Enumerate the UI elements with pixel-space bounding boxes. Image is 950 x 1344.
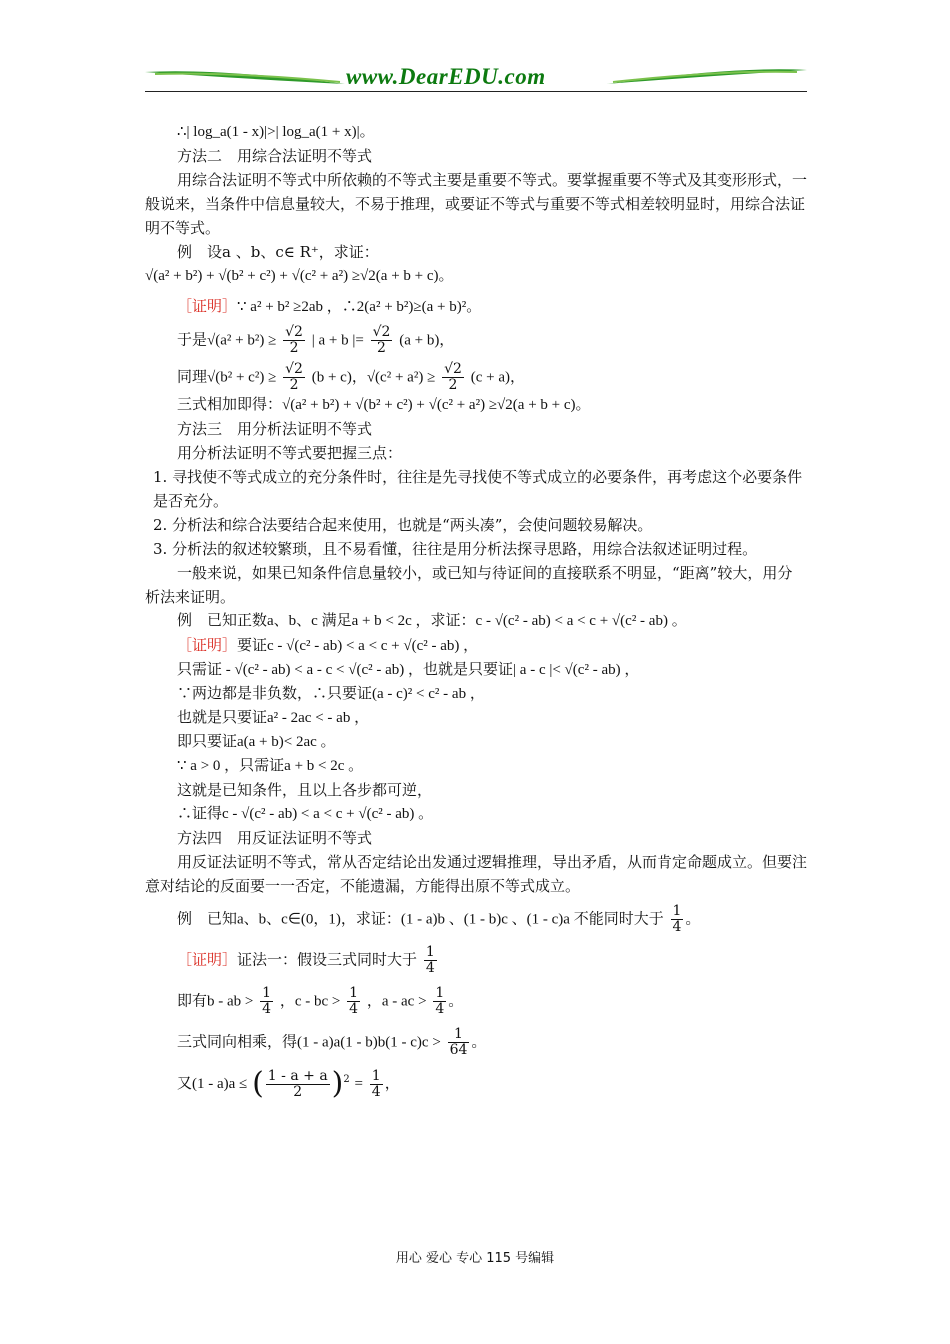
example3: 例 已知正数a、b、c 满足a + b < 2c ，求证：c - √(c² - ab) < a < c + √(c² - ab) 。 xyxy=(177,613,687,629)
proof4-line3: 三式同向相乘，得(1 - a)a(1 - b)b(1 - c)c > $\frac{1}{64}$ 。 xyxy=(177,1026,487,1058)
method2-paragraph: 用综合法证明不等式中所依赖的不等式主要是重要不等式。要掌握重要不等式及其变形形式，一般说来，当条件中信息量较大，不易于推理，或要证不等式与重要不等式相差较明显时，用综合法证明不等式。 xyxy=(145,171,808,237)
proof4-line2: 即有b - ab > $\frac{1}{4}$ ，c - bc > $\frac{1}{4}$ ，a - ac > $\frac{1}{4}$ 。 xyxy=(177,985,464,1017)
fraction-one-quarter: $\frac{1}{4}$ xyxy=(425,944,435,976)
fraction-one-quarter: $\frac{1}{4}$ xyxy=(672,903,682,935)
proof3-line6: ∵ a > 0 ，只需证a + b < 2c 。 xyxy=(177,758,364,774)
method3-title: 方法三 用分析法证明不等式 xyxy=(177,420,373,438)
method3-intro: 用分析法证明不等式要把握三点： xyxy=(177,444,403,462)
page-footer: 用心 爱心 专心 115 号编辑 xyxy=(395,1251,555,1266)
proof3-line3: ∵两边都是非负数，∴只要证(a - c)² < c² - ab ， xyxy=(177,686,485,702)
proof3-line2: 只需证 - √(c² - ab) < a - c < √(c² - ab) ，也就是只要证| a - c |< √(c² - ab) ， xyxy=(177,662,640,678)
fraction-sqrt2-over-2: $\frac{√2}{2}$ xyxy=(285,324,303,356)
proof2-line4: 三式相加即得：√(a² + b²) + √(b² + c²) + √(c² + a²) ≥√2(a + b + c)。 xyxy=(177,397,591,413)
proof-label: ［证明］ xyxy=(177,297,238,315)
header-rule xyxy=(145,91,807,92)
fraction-mean: $\frac{1 - a + a}{2}$ xyxy=(267,1067,328,1100)
proof-label: ［证明］ xyxy=(177,950,238,969)
fraction-sqrt2-over-2: $\frac{√2}{2}$ xyxy=(372,324,391,356)
proof4-line1: ［证明］证法一：假设三式同时大于 $\frac{1}{4}$ xyxy=(177,944,435,976)
fraction-one-quarter: $\frac{1}{4}$ xyxy=(371,1067,381,1100)
fraction-one-quarter: $\frac{1}{4}$ xyxy=(349,985,359,1017)
example4: 例 已知a、b、c∈(0，1)，求证：(1 - a)b 、(1 - b)c 、(1 - c)a 不能同时大于 $\frac{1}{4}$ 。 xyxy=(177,903,701,935)
proof4-line4: 又(1 - a)a ≤ ( $\frac{1 - a + a}{2}$ )$^2$ = $\frac{1}{4}$ ， xyxy=(177,1066,400,1101)
proof2-line3: 同理√(b² + c²) ≥ $\frac{√2}{2}$ (b + c)，√(c² + a²) ≥ $\frac{√2}{2}$ (c + a)， xyxy=(177,361,525,393)
proof3-line7: 这就是已知条件，且以上各步都可逆， xyxy=(177,781,433,799)
method4-title: 方法四 用反证法证明不等式 xyxy=(177,829,373,847)
method3-paragraph: 一般来说，如果已知条件信息量较小，或已知与待证间的直接联系不明显，“距离”较大，用分析法来证明。 xyxy=(145,564,793,606)
fraction-one-quarter: $\frac{1}{4}$ xyxy=(262,985,272,1017)
proof3-line5: 即只要证a(a + b)< 2ac 。 xyxy=(177,734,336,750)
method3-point1: 1. 寻找使不等式成立的充分条件时，往往是先寻找使不等式成立的必要条件，再考虑这个必要条件是否充分。 xyxy=(153,468,803,510)
site-logo: www.DearEDU.com xyxy=(346,64,546,89)
fraction-one-quarter: $\frac{1}{4}$ xyxy=(435,985,445,1017)
example2-formula: √(a² + b²) + √(b² + c²) + √(c² + a²) ≥√2(a + b + c)。 xyxy=(145,268,454,284)
proof-label: ［证明］ xyxy=(177,636,238,654)
proof3-line8: ∴证得c - √(c² - ab) < a < c + √(c² - ab) 。 xyxy=(177,806,434,822)
method3-point3: 3. 分析法的叙述较繁琐，且不易看懂，往往是用分析法探寻思路，用综合法叙述证明过程。 xyxy=(153,540,758,558)
proof3-line1: ［证明］要证c - √(c² - ab) < a < c + √(c² - ab) ， xyxy=(177,636,479,654)
proof2-line1: ［证明］∵ a² + b² ≥2ab ，∴2(a² + b²)≥(a + b)²。 xyxy=(177,297,482,315)
method2-title: 方法二 用综合法证明不等式 xyxy=(177,147,373,165)
proof2-line2: 于是√(a² + b²) ≥ $\frac{√2}{2}$ | a + b |= $\frac{√2}{2}$ (a + b)， xyxy=(177,324,455,356)
fraction-sqrt2-over-2: $\frac{√2}{2}$ xyxy=(444,361,462,393)
line-abs-log: ∴| log_a(1 - x)|>| log_a(1 + x)|。 xyxy=(177,124,375,140)
document-body xyxy=(145,120,807,1100)
example2: 例 设a 、b、c∈ R⁺，求证： xyxy=(177,243,379,261)
method3-point2: 2. 分析法和综合法要结合起来使用，也就是“两头凑”，会使问题较易解决。 xyxy=(153,516,653,534)
fraction-one-over-64: $\frac{1}{64}$ xyxy=(449,1026,468,1058)
fraction-sqrt2-over-2: $\frac{√2}{2}$ xyxy=(285,361,303,393)
method4-paragraph: 用反证法证明不等式，常从否定结论出发通过逻辑推理，导出矛盾，从而肯定命题成立。但要注意对结论的反面要一一否定，不能遗漏，方能得出原不等式成立。 xyxy=(145,853,808,895)
proof3-line4: 也就是只要证a² - 2ac < - ab ， xyxy=(177,710,370,726)
